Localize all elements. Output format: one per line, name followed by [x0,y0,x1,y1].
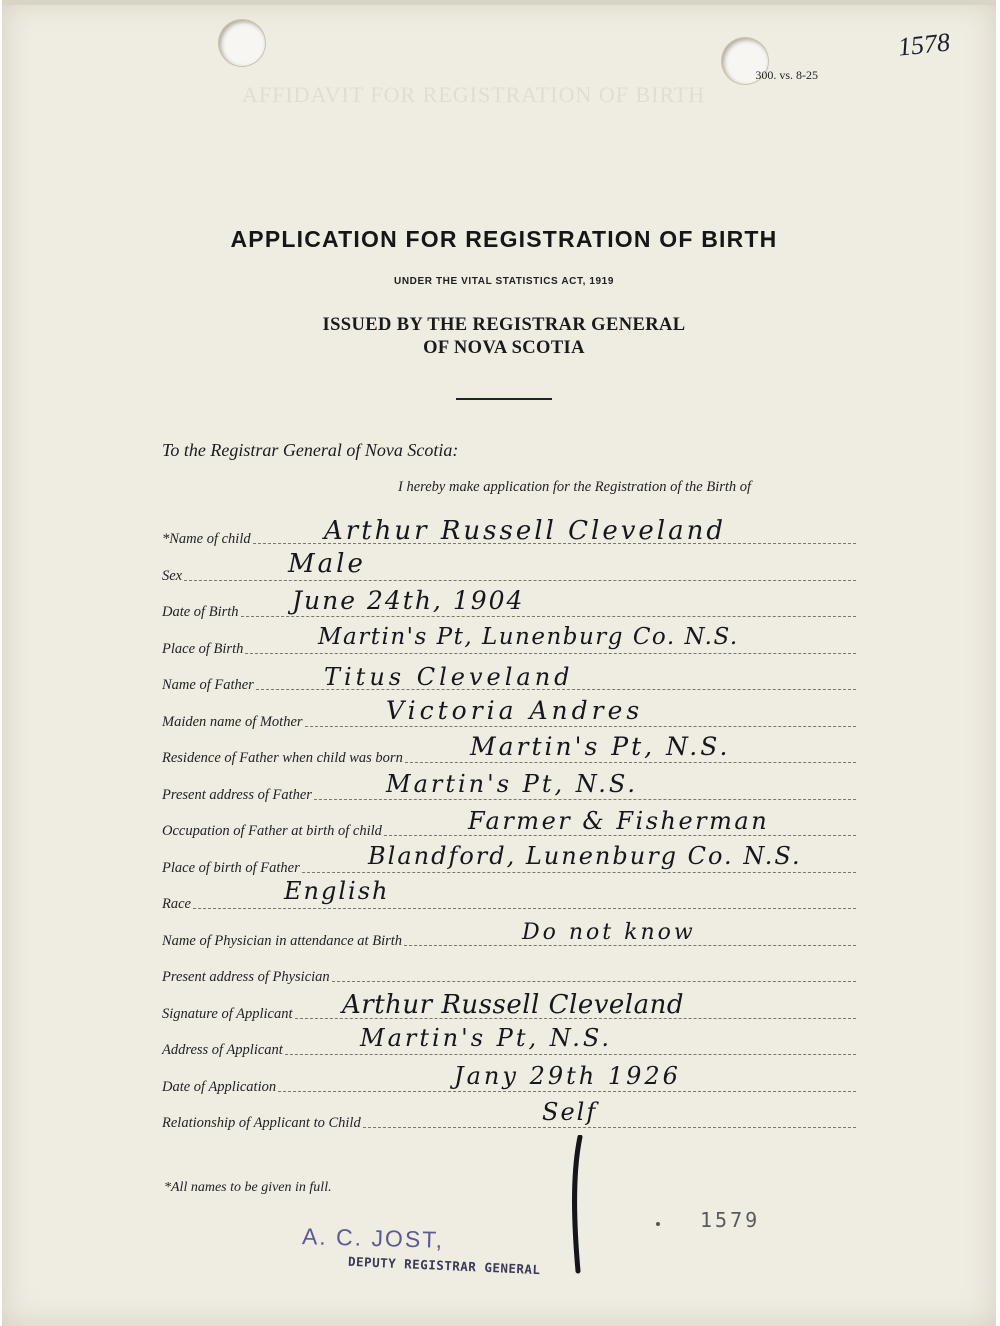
field-label: Date of Birth [162,604,239,620]
field-label: Name of Physician in attendance at Birth [162,933,403,949]
field-label: Sex [162,568,183,584]
value-race: English [284,877,390,905]
field-label: Name of Father [162,677,254,693]
value-place-of-birth: Martin's Pt, Lunenburg Co. N.S. [318,624,739,650]
ink-stroke [562,1135,602,1275]
form-number: 300. vs. 8-25 [755,68,818,82]
field-label: Place of Birth [162,641,244,657]
value-relationship: Self [542,1098,598,1126]
field-line [278,1091,856,1092]
field-label: Maiden name of Mother [162,714,303,730]
field-line [241,616,856,617]
intro-text: I hereby make application for the Registration of the Birth of [398,479,752,495]
field-line [332,981,856,982]
field-line [193,908,856,909]
value-name-of-child: Arthur Russell Cleveland [324,516,727,546]
field-line [184,580,856,581]
registrar-stamp-title: DEPUTY REGISTRAR GENERAL [347,1253,541,1278]
form-subtitle: UNDER THE VITAL STATISTICS ACT, 1919 [394,276,614,287]
field-label: Date of Application [162,1079,277,1095]
value-applicant-signature: Arthur Russell Cleveland [342,990,685,1020]
value-mother-maiden-name: Victoria Andres [386,696,644,725]
value-sex: Male [288,549,366,579]
value-date-of-birth: June 24th, 1904 [292,586,525,615]
issued-by-line1: ISSUED BY THE REGISTRAR GENERAL [322,315,686,335]
field-label: Occupation of Father at birth of child [162,823,382,839]
field-line [405,762,856,763]
value-name-of-father: Titus Cleveland [324,663,574,691]
field-label: Residence of Father when child was born [162,750,403,766]
value-residence-of-father: Martin's Pt, N.S. [470,732,731,761]
field-line [305,726,856,727]
field-line [404,945,856,946]
field-row-physician-address [162,962,856,986]
ghost-heading: AFFIDAVIT FOR REGISTRATION OF BIRTH [242,82,706,107]
field-row-physician-name [162,926,856,950]
registrar-stamp-name: A. C. JOST, [301,1223,445,1253]
issued-by [2,314,996,360]
field-label: Present address of Physician [162,969,330,985]
value-present-address-father: Martin's Pt, N.S. [386,770,639,798]
value-applicant-address: Martin's Pt, N.S. [360,1024,613,1052]
value-physician-name: Do not know [522,920,696,945]
field-label: Address of Applicant [162,1042,283,1058]
field-label: Race [162,896,191,912]
field-row-sex [162,561,856,585]
value-date-of-application: Jany 29th 1926 [454,1062,681,1090]
field-line [245,653,856,654]
field-label: Signature of Applicant [162,1006,293,1022]
field-label: Place of birth of Father [162,860,300,876]
field-row-relationship [162,1108,856,1132]
form-sheet [2,0,996,1326]
value-birthplace-of-father: Blandford, Lunenburg Co. N.S. [368,842,802,870]
field-line [363,1127,856,1128]
serial-number: 1579 [700,1208,761,1232]
field-label: Relationship of Applicant to Child [162,1115,361,1131]
top-edge [2,0,996,5]
title-rule [456,398,552,400]
punch-hole-left [219,20,265,66]
issued-by-line2: OF NOVA SCOTIA [423,338,585,358]
footnote: *All names to be given in full. [164,1180,332,1195]
field-label: *Name of child [162,531,251,547]
salutation: To the Registrar General of Nova Scotia: [162,440,459,460]
form-title: APPLICATION FOR REGISTRATION OF BIRTH [230,226,778,252]
handwritten-number: 1578 [896,27,952,62]
value-occupation-of-father: Farmer & Fisherman [468,807,770,835]
field-row-race [162,889,856,913]
field-line [384,835,856,836]
field-line [314,799,856,800]
field-label: Present address of Father [162,787,312,803]
field-line [285,1054,856,1055]
ink-dot [656,1222,660,1226]
field-line [302,872,856,873]
